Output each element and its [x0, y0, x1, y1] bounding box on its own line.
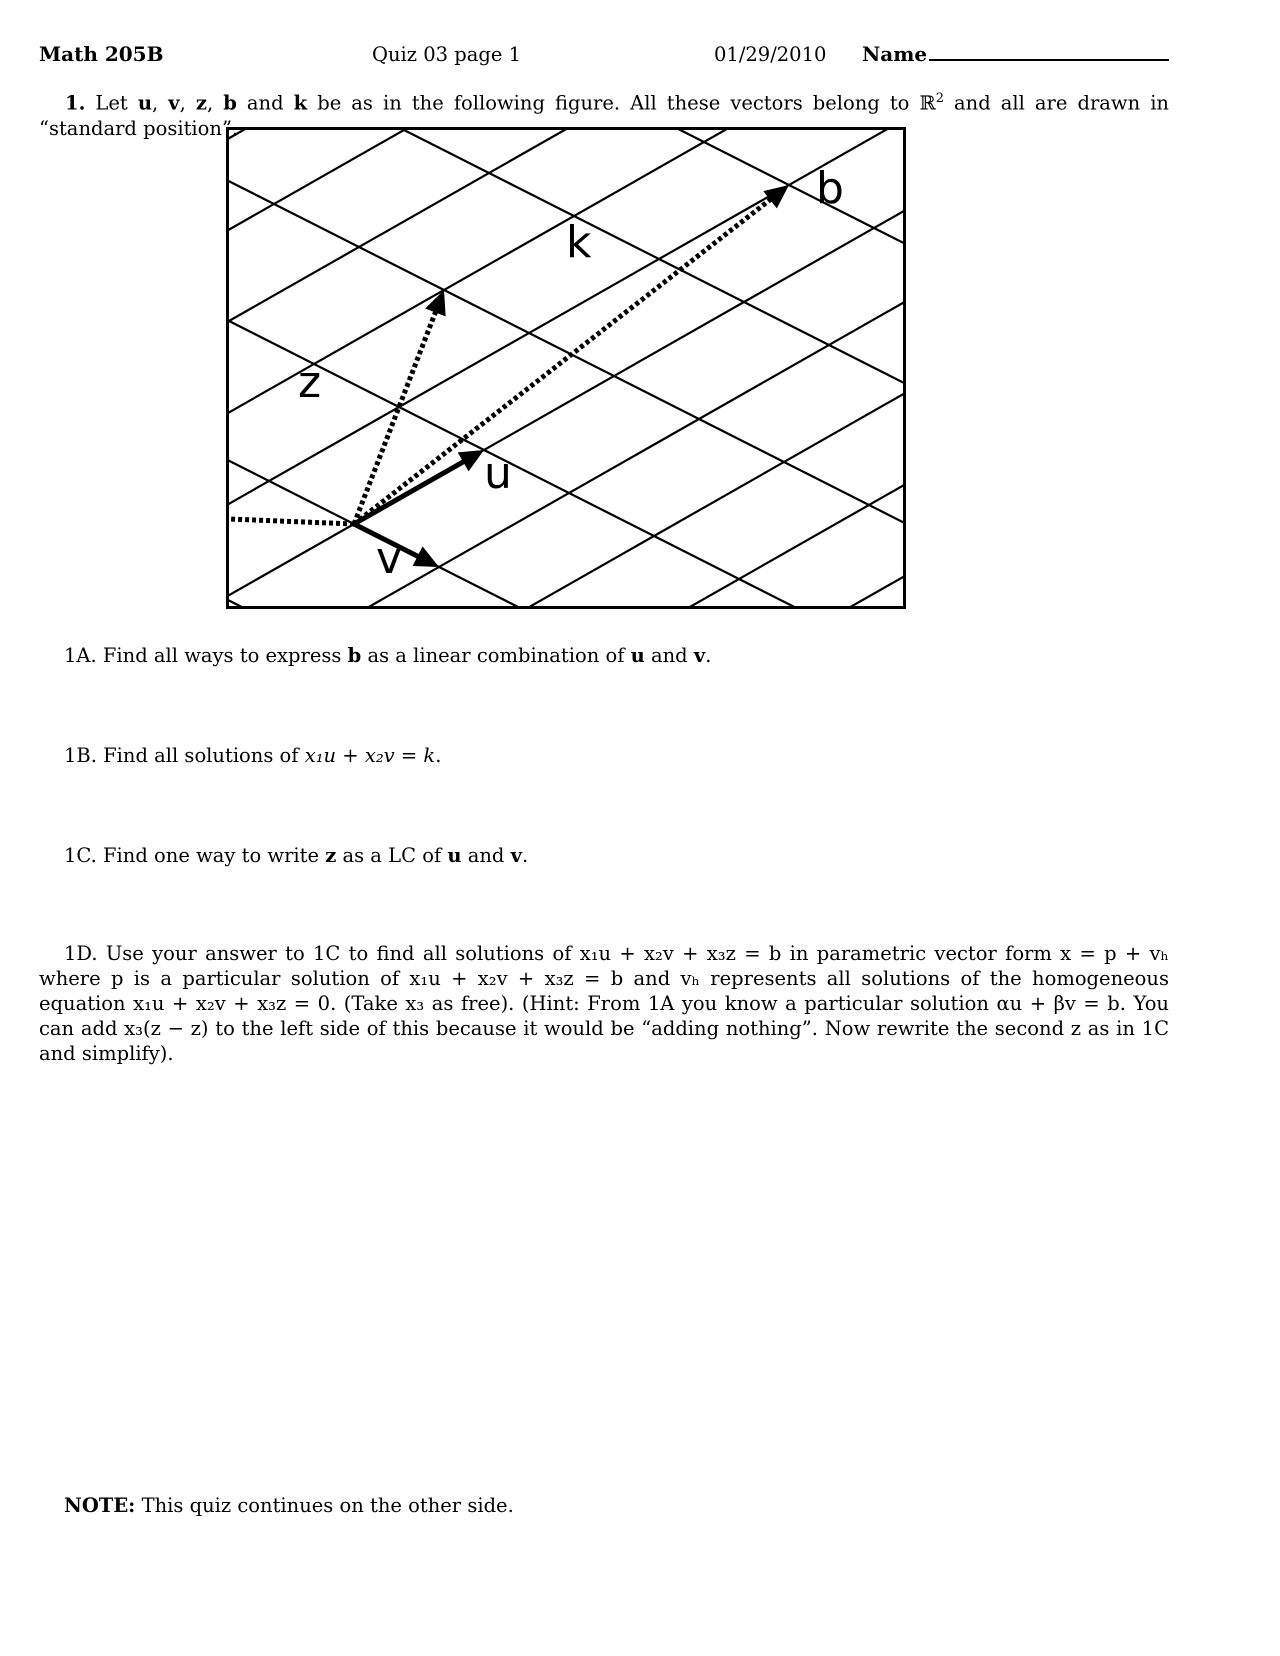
grid-line-v	[226, 127, 906, 609]
name-label: Name	[862, 42, 928, 66]
grid-line-v	[226, 127, 906, 609]
label-z: z	[298, 357, 322, 408]
vector-u-shaft	[354, 460, 467, 524]
grid-line-v	[226, 127, 906, 609]
grid-line-u	[226, 218, 906, 609]
label-u: u	[484, 448, 512, 499]
grid-line-v	[226, 127, 906, 609]
grid-line-u	[226, 127, 906, 609]
grid-line-u	[226, 440, 634, 609]
question-1C: 1C. Find one way to write z as a LC of u and v.	[64, 844, 529, 867]
grid-line-v	[226, 127, 906, 609]
name-blank-line[interactable]	[929, 58, 1169, 61]
grid-line-v	[226, 127, 906, 609]
grid-line-v	[226, 127, 906, 609]
grid-line-v	[226, 127, 906, 609]
vector-figure	[226, 127, 906, 609]
grid-line-v	[226, 127, 906, 609]
grid-line-v	[226, 127, 906, 609]
grid-line-v	[226, 127, 906, 609]
grid-line-v	[226, 127, 906, 609]
grid-line-v	[226, 127, 906, 609]
grid-line-v	[226, 127, 906, 609]
note: NOTE: This quiz continues on the other side.	[64, 1494, 514, 1517]
grid-line-u	[226, 127, 906, 609]
grid-line-u	[226, 127, 906, 609]
grid-line-u	[226, 127, 906, 609]
question-1D: 1D. Use your answer to 1C to find all solutions of x₁u + x₂v + x₃z = b in parametric vector form x = p + vₕ where p is a particular solution of x₁u + x₂v + x₃z = b and vₕ represents all solutions of the homogeneous equation x₁u + x₂v + x₃z = 0. (Take x₃ as free). (Hint: From 1A you know a particular solution αu + βv = b. You can add x₃(z − z) to the left side of this because it would be “adding nothing”. Now rewrite the second z as in 1C and simplify).	[39, 942, 1169, 1065]
grid-line-v	[226, 127, 906, 609]
grid-line-u	[226, 127, 906, 609]
grid-line-u	[226, 588, 374, 609]
question-1A: 1A. Find all ways to express b as a linear combination of u and v.	[64, 644, 712, 667]
quiz-title: Quiz 03 page 1	[372, 43, 522, 66]
grid-line-u	[226, 127, 906, 609]
grid-line-v	[226, 127, 906, 609]
grid-line-u	[226, 292, 894, 609]
grid-line-u	[226, 127, 906, 609]
grid-line-v	[226, 127, 906, 609]
question-1B: 1B. Find all solutions of x₁u + x₂v = k.	[64, 744, 442, 767]
name-field[interactable]	[862, 42, 1169, 66]
grid-line-u	[724, 127, 906, 238]
grid-line-v	[226, 127, 906, 609]
grid-line-v	[226, 127, 906, 609]
equation-1B: x₁u + x₂v = k	[304, 744, 436, 767]
grid-line-u	[226, 127, 906, 608]
question-1-intro: 1. Let u, v, z, b and k be as in the following figure. All these vectors belong to ℝ$^2$ and all are drawn in “standard position”.	[39, 91, 1169, 140]
grid-line-v	[226, 127, 906, 609]
grid-line-v	[226, 127, 906, 609]
grid-line-u	[226, 127, 906, 609]
label-k: k	[566, 217, 592, 268]
grid-line-v	[226, 127, 906, 609]
grid-line-v	[226, 127, 906, 609]
grid-lines	[226, 127, 906, 609]
course-title: Math 205B	[39, 42, 164, 66]
grid-line-v	[226, 127, 906, 609]
label-b: b	[816, 163, 844, 214]
grid-line-v	[226, 127, 906, 609]
quiz-date: 01/29/2010	[714, 43, 827, 66]
grid-line-u	[226, 127, 906, 609]
label-v: v	[376, 533, 403, 584]
